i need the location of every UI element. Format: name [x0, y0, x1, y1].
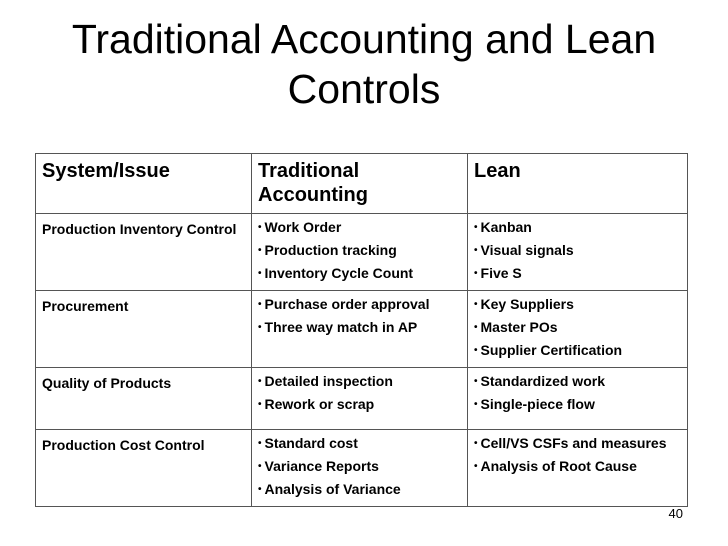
bullet-item: • Key Suppliers	[474, 296, 574, 312]
bullet-item: • Single-piece flow	[474, 396, 595, 412]
traditional-cell	[252, 368, 468, 430]
page-number: 40	[668, 506, 683, 521]
bullet-item: • Supplier Certification	[474, 342, 623, 358]
bullet-item: • Analysis of Root Cause	[474, 458, 637, 474]
bullet-item: • Cell/VS CSFs and measures	[474, 435, 667, 451]
bullet-item: • Standardized work	[474, 373, 605, 389]
bullet-item: • Standard cost	[258, 435, 358, 451]
traditional-cell	[252, 291, 468, 368]
table-header-row	[36, 154, 688, 214]
header-lean: Lean	[468, 154, 688, 214]
lean-cell	[468, 214, 688, 291]
lean-cell	[468, 368, 688, 430]
bullet-item: • Variance Reports	[258, 458, 379, 474]
bullet-item: • Kanban	[474, 219, 532, 235]
issue-cell: Production Cost Control	[36, 430, 252, 507]
bullet-item: • Purchase order approval	[258, 296, 430, 312]
bullet-item: • Three way match in AP	[258, 319, 418, 335]
lean-cell	[468, 291, 688, 368]
table-row	[36, 214, 688, 291]
bullet-item: • Master POs	[474, 319, 558, 335]
bullet-item: • Five S	[474, 265, 522, 281]
issue-cell: Quality of Products	[36, 368, 252, 430]
header-traditional-accounting: Traditional Accounting	[252, 154, 468, 214]
bullet-item: • Detailed inspection	[258, 373, 393, 389]
bullet-item: • Inventory Cycle Count	[258, 265, 414, 281]
bullet-item: • Rework or scrap	[258, 396, 375, 412]
table-row	[36, 368, 688, 430]
table-row	[36, 291, 688, 368]
issue-cell: Production Inventory Control	[36, 214, 252, 291]
lean-cell	[468, 430, 688, 507]
header-system-issue: System/Issue	[36, 154, 252, 214]
bullet-item: • Production tracking	[258, 242, 397, 258]
slide-title: Traditional Accounting and Lean Controls	[71, 16, 657, 112]
bullet-item: • Work Order	[258, 219, 342, 235]
issue-cell: Procurement	[36, 291, 252, 368]
comparison-table	[35, 153, 688, 507]
table-row	[36, 430, 688, 507]
bullet-item: • Analysis of Variance	[258, 481, 401, 497]
bullet-item: • Visual signals	[474, 242, 574, 258]
traditional-cell	[252, 214, 468, 291]
traditional-cell	[252, 430, 468, 507]
